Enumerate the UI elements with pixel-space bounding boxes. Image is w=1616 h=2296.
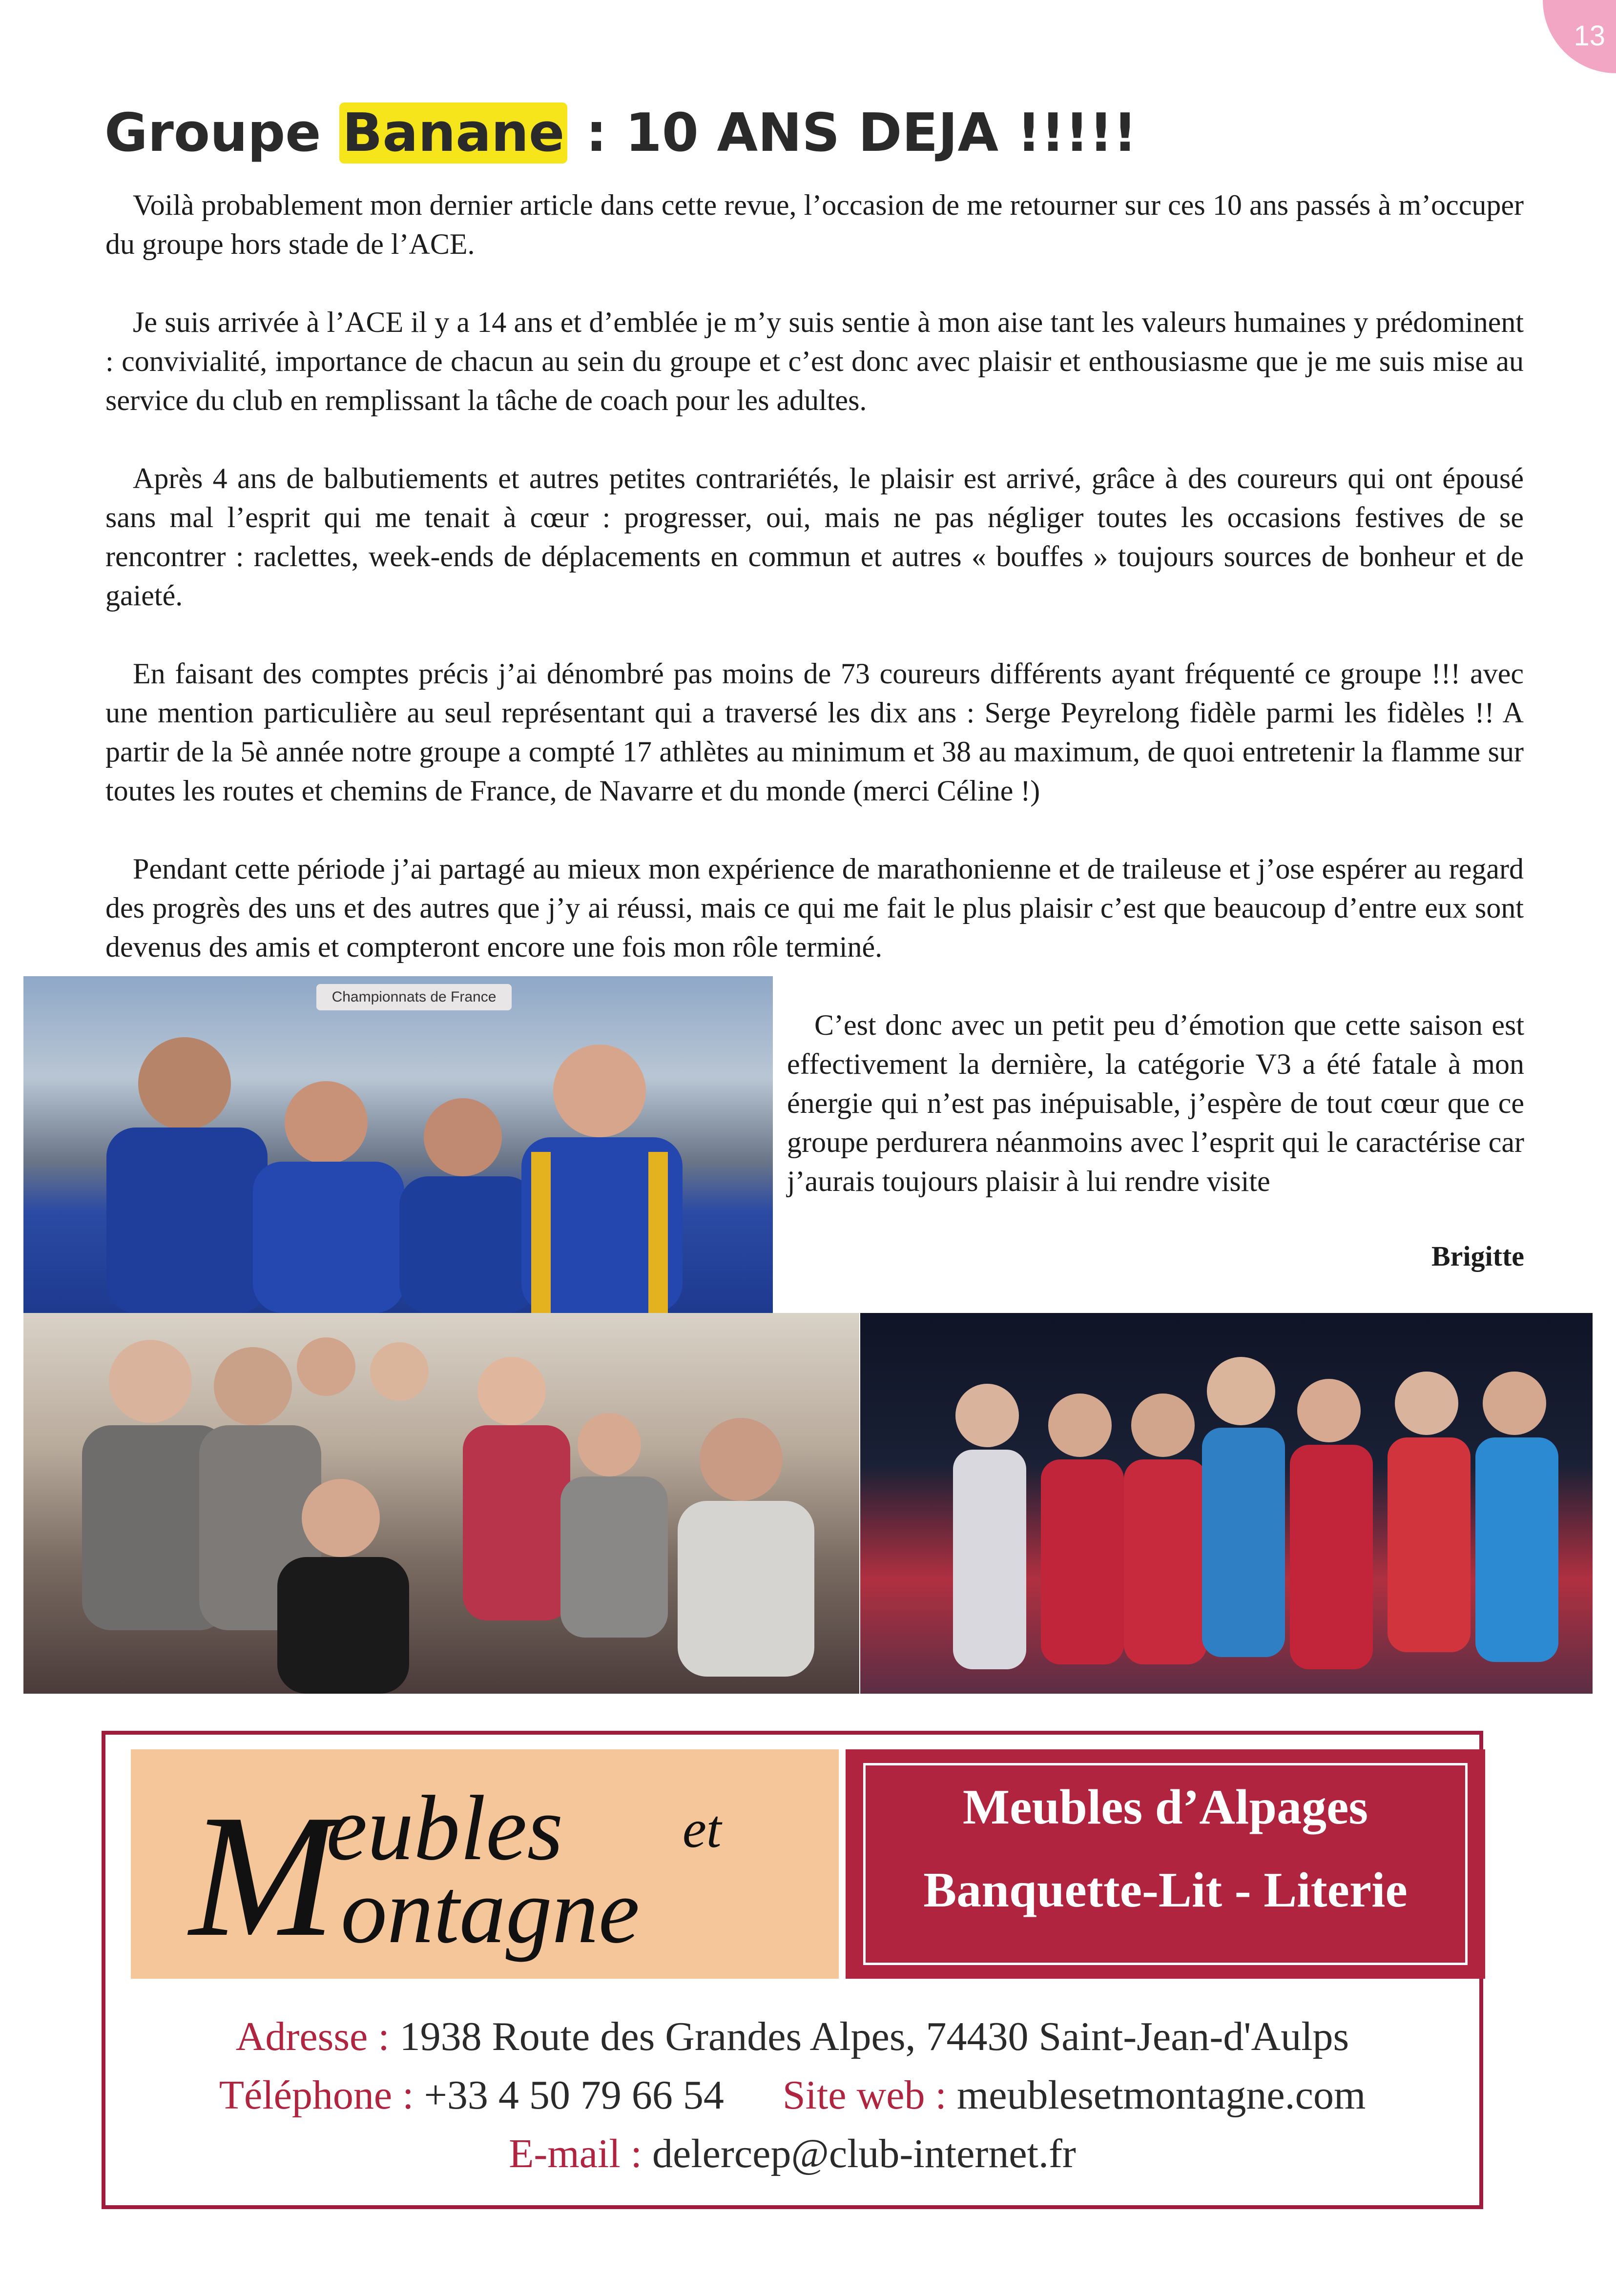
svg-text:M: M <box>189 1778 336 1973</box>
email-value[interactable]: delercep@club-internet.fr <box>652 2131 1076 2176</box>
email-label: E-mail : <box>509 2131 642 2176</box>
address-label: Adresse : <box>235 2014 390 2059</box>
ad-address <box>105 2013 1479 2060</box>
title-highlight: Banane <box>339 102 567 164</box>
ad-line-2: Banquette-Lit - Literie <box>923 1863 1408 1918</box>
ad-email <box>105 2130 1479 2177</box>
ad-line-1: Meubles d’Alpages <box>962 1780 1368 1835</box>
web-label: Site web : <box>782 2072 947 2118</box>
photo-runners-figures <box>23 976 773 1313</box>
photo-runners-race <box>23 976 773 1313</box>
photo-group-indoor <box>23 1313 859 1694</box>
paragraph-5: Pendant cette période j’ai partagé au mieux mon expérience de marathonienne et de traileuse et j’ose espérer au regard des progrès des uns et des autres que j’y ai réussi, mais ce qui me fait le plus plaisir c’est que beaucoup d’entre eux sont devenus des amis et compteront encore une fois mon rôle terminé. <box>105 853 1524 963</box>
paragraph-6: C’est donc avec un petit peu d’émotion que cette saison est effectivement la dernière, la catégorie V3 a été fatale à mon énergie qui n’est pas inépuisable, j’espère de tout cœur que ce groupe perdurera néanmoins avec l’esprit qui le caractérise car j’aurais toujours plaisir à lui rendre visite <box>787 1009 1524 1197</box>
photo-banner-text: Championnats de France <box>316 984 512 1010</box>
logo-meubles-et-montagne <box>131 1749 839 1979</box>
logo-artwork <box>131 1749 839 1979</box>
paragraph-2: Je suis arrivée à l’ACE il y a 14 ans et d’emblée je m’y suis sentie à mon aise tant les valeurs humaines y prédominent : convivialité, importance de chacun au sein du groupe et c’est donc avec plaisir et enthousiasme que je me suis mise au service du club en remplissant la tâche de coach pour les adultes. <box>105 306 1524 416</box>
page-number-badge <box>1543 0 1616 73</box>
phone-value: +33 4 50 79 66 54 <box>424 2072 724 2118</box>
article-signature: Brigitte <box>1431 1240 1524 1272</box>
phone-label: Téléphone : <box>219 2072 414 2118</box>
article-title <box>104 102 1137 164</box>
photo-group-christmas-figures <box>860 1313 1593 1694</box>
paragraph-4: En faisant des comptes précis j’ai dénombré pas moins de 73 coureurs différents ayant fréquenté ce groupe !!! avec une mention particulière au seul représentant qui a traversé les dix ans : Serge Peyrelong fidèle parmi les fidèles !! A partir de la 5è année notre groupe a compté 17 athlètes au minimum et 38 au maximum, de quoi entretenir la flamme sur toutes les routes et chemins de France, de Navarre et du monde (merci Céline !) <box>105 657 1524 807</box>
address-value: 1938 Route des Grandes Alpes, 74430 Saint-Jean-d'Aulps <box>399 2014 1349 2059</box>
svg-text:et: et <box>683 1799 722 1859</box>
page-number: 13 <box>1574 20 1605 52</box>
advertisement <box>102 1731 1483 2209</box>
photo-group-indoor-figures <box>23 1313 859 1694</box>
paragraph-3: Après 4 ans de balbutiements et autres petites contrariétés, le plaisir est arrivé, grâce à des coureurs qui ont épousé sans mal l’esprit qui me tenait à cœur : progresser, oui, mais ne pas négliger toutes les occasions festives de se rencontrer : raclettes, week-ends de déplacements en commun et autres « bouffes » toujours sources de bonheur et de gaieté. <box>105 462 1524 612</box>
web-value[interactable]: meublesetmontagne.com <box>956 2072 1366 2118</box>
title-suffix: : 10 ANS DEJA !!!!! <box>567 102 1137 164</box>
photo-group-christmas <box>860 1313 1593 1694</box>
svg-text:eubles: eubles <box>326 1777 563 1880</box>
ad-tagline-panel <box>846 1749 1485 1979</box>
svg-text:ontagne: ontagne <box>341 1860 640 1963</box>
paragraph-1: Voilà probablement mon dernier article dans cette revue, l’occasion de me retourner sur ces 10 ans passés à m’occuper du groupe hors stade de l’ACE. <box>105 189 1524 260</box>
title-prefix: Groupe <box>104 102 340 164</box>
ad-phone-web <box>105 2071 1479 2119</box>
